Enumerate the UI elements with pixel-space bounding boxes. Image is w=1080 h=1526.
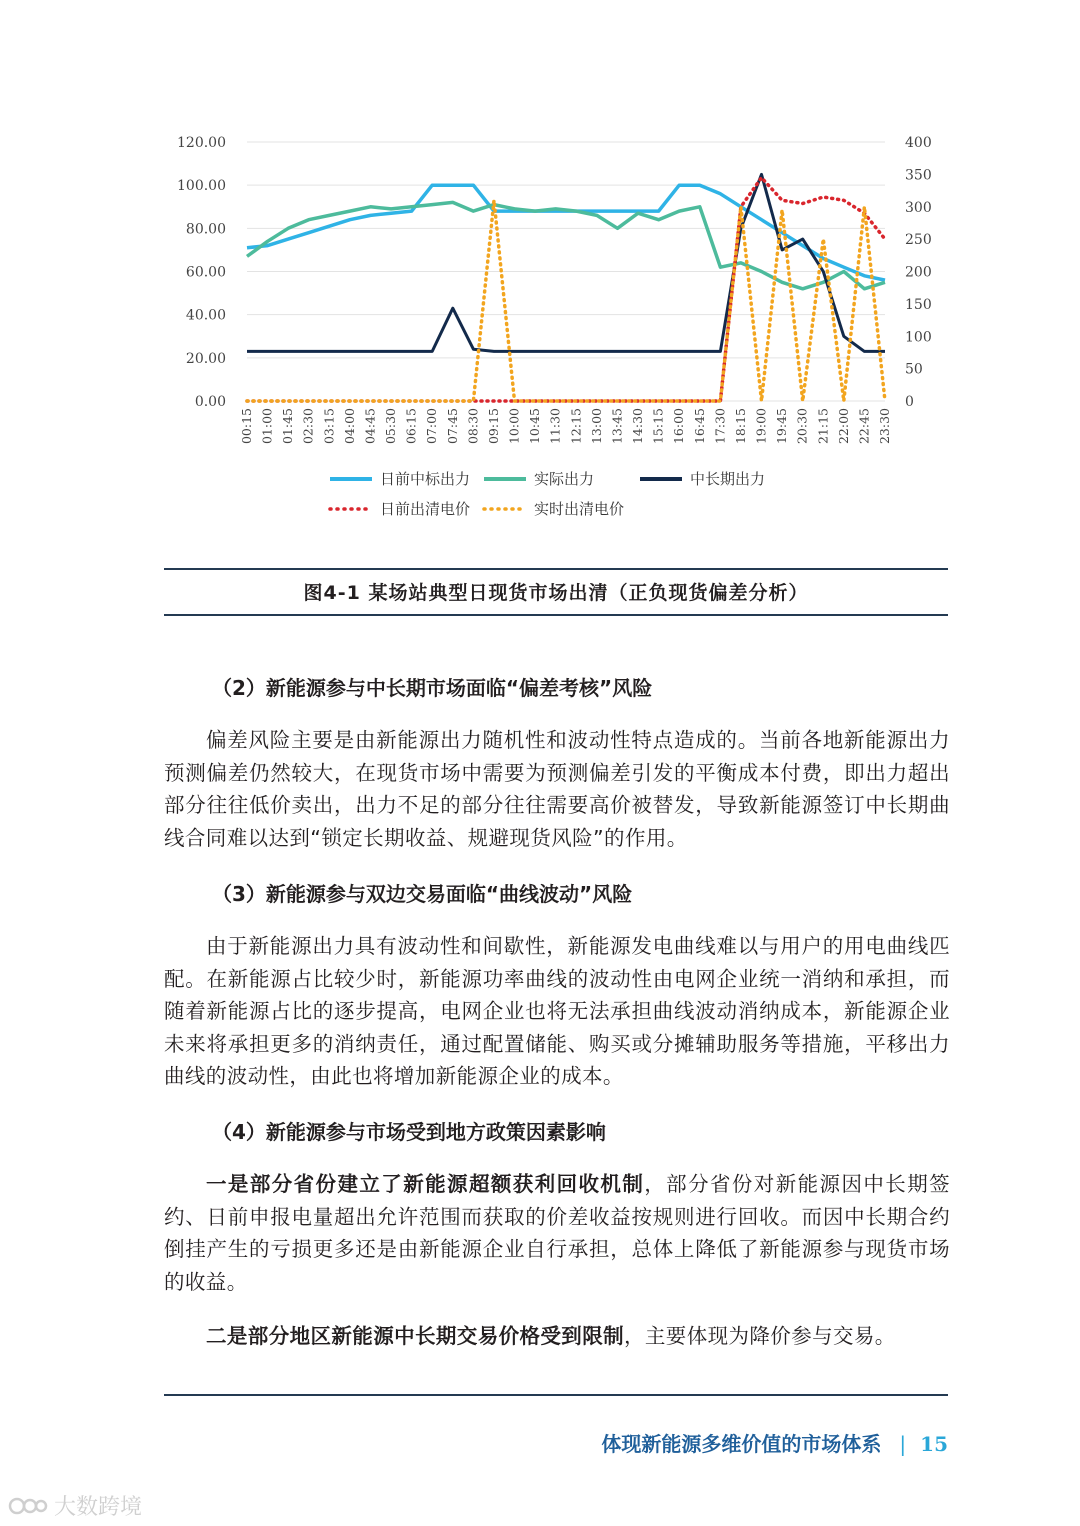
x-tick-label: 18:15	[732, 408, 748, 445]
chart-series	[247, 174, 885, 401]
spot-market-clearing-chart	[0, 0, 1080, 560]
x-tick-label: 23:30	[877, 408, 892, 445]
x-tick-label: 19:45	[774, 408, 790, 445]
x-tick-label: 19:00	[753, 408, 769, 445]
paragraph-lead-bold: 二是部分地区新能源中长期交易价格受到限制	[206, 1324, 624, 1348]
paragraph-price-restriction	[164, 1320, 950, 1353]
legend-label: 中长期出力	[690, 470, 766, 488]
x-tick-label: 15:15	[650, 408, 666, 445]
paragraph-body: ，主要体现为降价参与交易。	[624, 1324, 896, 1348]
chart-legend	[330, 470, 765, 518]
x-tick-label: 12:15	[568, 408, 584, 445]
right-tick-label: 0	[905, 394, 914, 410]
right-tick-label: 200	[905, 264, 932, 281]
x-tick-label: 07:45	[444, 408, 460, 445]
caption-bottom-rule	[164, 614, 948, 616]
legend-label: 实时出清电价	[534, 500, 625, 518]
right-tick-label: 400	[905, 135, 932, 151]
x-tick-label: 04:45	[362, 408, 378, 445]
section-heading-4: （4）新能源参与市场受到地方政策因素影响	[212, 1120, 606, 1144]
caption-top-rule	[164, 568, 948, 570]
x-tick-label: 13:45	[609, 408, 625, 445]
x-tick-label: 04:00	[341, 408, 357, 445]
x-tick-label: 01:00	[259, 408, 275, 445]
x-axis-ticks	[239, 408, 892, 444]
watermark-text: 大数跨境	[54, 1495, 143, 1520]
footer-separator: |	[899, 1432, 907, 1456]
right-tick-label: 350	[905, 167, 932, 184]
right-tick-label: 150	[905, 296, 932, 313]
section-heading-3: （3）新能源参与双边交易面临“曲线波动”风险	[212, 882, 633, 906]
x-tick-label: 03:15	[321, 408, 337, 445]
left-tick-label: 0.00	[194, 394, 226, 410]
left-tick-label: 40.00	[185, 307, 226, 324]
right-tick-label: 100	[905, 329, 932, 346]
x-tick-label: 21:15	[815, 408, 831, 445]
right-tick-label: 50	[905, 361, 923, 378]
left-tick-label: 60.00	[185, 264, 226, 281]
logo-icon	[8, 1494, 48, 1518]
series-line	[247, 200, 885, 401]
x-tick-label: 09:15	[485, 408, 501, 445]
left-tick-label: 20.00	[185, 350, 226, 367]
x-tick-label: 22:45	[856, 408, 872, 445]
x-tick-label: 20:30	[794, 408, 810, 445]
page-footer	[601, 1428, 948, 1457]
x-tick-label: 05:30	[383, 408, 399, 445]
paragraph-deviation-risk: 偏差风险主要是由新能源出力随机性和波动性特点造成的。当前各地新能源出力预测偏差仍然较大，在现货市场中需要为预测偏差引发的平衡成本付费，即出力超出部分往往低价卖出，出力不足的部分往往需要高价被替发，导致新能源签订中长期曲线合同难以达到“锁定长期收益、规避现货风险”的作用。	[164, 728, 950, 850]
right-tick-label: 250	[905, 232, 932, 249]
x-tick-label: 16:00	[671, 408, 687, 445]
x-tick-label: 00:15	[239, 408, 254, 445]
legend-label: 日前中标出力	[380, 470, 471, 488]
x-tick-label: 02:30	[300, 408, 316, 445]
x-tick-label: 13:00	[588, 408, 604, 445]
left-tick-label: 100.00	[177, 178, 226, 195]
right-tick-label: 300	[905, 199, 932, 216]
paragraph-curve-fluctuation: 由于新能源出力具有波动性和间歇性，新能源发电曲线难以与用户的用电曲线匹配。在新能源占比较少时，新能源功率曲线的波动性由电网企业统一消纳和承担，而随着新能源占比的逐步提高，电网企业也将无法承担曲线波动消纳成本，新能源企业未来将承担更多的消纳责任，通过配置储能、购买或分摊辅助服务等措施，平移出力曲线的波动性，由此也将增加新能源企业的成本。	[164, 934, 950, 1088]
left-axis-ticks	[177, 135, 226, 410]
figure-caption: 图4-1 某场站典型日现货市场出清（正负现货偏差分析）	[303, 582, 809, 604]
paragraph-body: ，部分省份对新能源因中长期签约、日前申报电量超出允许范围而获取的价差收益按规则进行回收。而因中长期合约倒挂产生的亏损更多还是由新能源企业自行承担，总体上降低了新能源参与现货市场的收益。	[164, 1172, 951, 1294]
section-heading-2: （2）新能源参与中长期市场面临“偏差考核”风险	[212, 676, 653, 700]
x-tick-label: 14:30	[630, 408, 646, 445]
left-tick-label: 80.00	[185, 221, 226, 238]
x-tick-label: 01:45	[280, 408, 296, 445]
page-number: 15	[920, 1432, 948, 1456]
x-tick-label: 07:00	[424, 408, 440, 445]
paragraph-recovery-mechanism	[164, 1168, 950, 1298]
x-tick-label: 10:45	[527, 408, 543, 445]
footer-rule	[164, 1394, 948, 1396]
x-tick-label: 17:30	[712, 408, 728, 445]
watermark	[8, 1490, 142, 1521]
x-tick-label: 16:45	[691, 408, 707, 445]
x-tick-label: 11:30	[547, 408, 563, 445]
legend-label: 实际出力	[534, 470, 595, 488]
x-tick-label: 08:30	[465, 408, 481, 445]
right-axis-ticks	[905, 135, 932, 410]
left-tick-label: 120.00	[177, 135, 226, 151]
legend-label: 日前出清电价	[380, 500, 471, 518]
x-tick-label: 10:00	[506, 408, 522, 445]
paragraph-lead-bold: 一是部分省份建立了新能源超额获利回收机制	[206, 1172, 645, 1196]
footer-title: 体现新能源多维价值的市场体系	[601, 1432, 882, 1456]
x-tick-label: 22:00	[835, 408, 851, 445]
x-tick-label: 06:15	[403, 408, 419, 445]
